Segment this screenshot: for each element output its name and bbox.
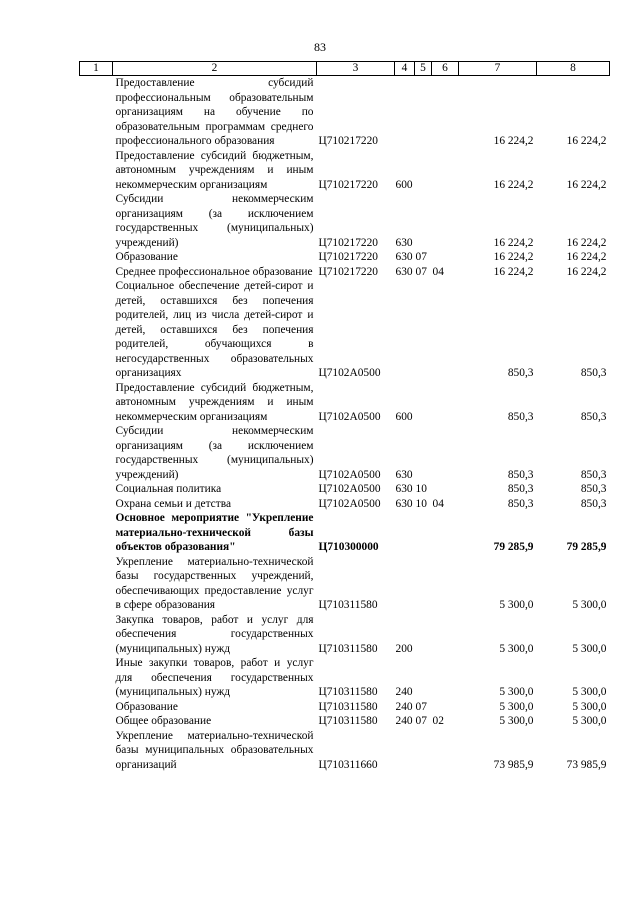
section-cell xyxy=(415,192,432,250)
table-row xyxy=(80,424,610,482)
table-row xyxy=(80,613,610,657)
expense-type-cell: 600 xyxy=(395,410,413,423)
column-header-4: 4 xyxy=(395,62,415,76)
column-header-6: 6 xyxy=(432,62,459,76)
subsection-cell xyxy=(432,381,459,425)
row-number-cell xyxy=(80,76,113,149)
target-code-cell: Ц710217220 xyxy=(318,178,378,191)
section-cell xyxy=(415,424,432,482)
item-name-cell: Социальное обеспечение детей-сирот и детей, оставшихся без попечения родителей, лиц из числа детей-сирот и детей, оставшихся без попечения родителей, обучающихся в негосударственных образовательных организациях xyxy=(115,280,314,379)
amount-col7-cell: 16 224,2 xyxy=(493,178,534,191)
section-cell xyxy=(415,76,432,149)
expense-type-cell xyxy=(395,729,415,773)
subsection-cell xyxy=(432,76,459,149)
section-cell: 07 xyxy=(415,700,427,713)
amount-col8-cell: 850,3 xyxy=(580,483,607,495)
amount-col7-cell: 5 300,0 xyxy=(499,599,534,611)
row-number-cell xyxy=(80,497,113,512)
amount-col8-cell: 16 224,2 xyxy=(566,178,607,191)
target-code-cell: Ц710311580 xyxy=(318,700,378,713)
amount-col7-cell: 79 285,9 xyxy=(493,541,534,553)
amount-col8-cell: 5 300,0 xyxy=(572,700,607,713)
target-code-cell: Ц7102А0500 xyxy=(318,410,381,423)
subsection-cell xyxy=(432,656,459,700)
item-name-cell: Социальная политика xyxy=(115,483,222,495)
page-number: 83 xyxy=(314,40,326,54)
expense-type-cell: 240 xyxy=(395,700,413,713)
table-body xyxy=(80,76,610,773)
expense-type-cell: 200 xyxy=(395,642,413,655)
table-row xyxy=(80,729,610,773)
amount-col8-cell: 73 985,9 xyxy=(566,758,607,771)
amount-col8-cell: 850,3 xyxy=(580,367,607,379)
section-cell: 07 xyxy=(415,265,427,278)
amount-col7-cell: 850,3 xyxy=(507,483,534,495)
item-name-cell: Субсидии некоммерческим организациям (за исключением государственных (муниципальных) учреждений) xyxy=(115,425,314,481)
expense-type-cell xyxy=(395,555,415,613)
amount-col7-cell: 850,3 xyxy=(507,367,534,379)
amount-col7-cell: 5 300,0 xyxy=(499,686,534,698)
row-number-cell xyxy=(80,192,113,250)
expense-type-cell: 630 xyxy=(395,265,413,278)
target-code-cell: Ц7102А0500 xyxy=(318,468,381,481)
item-name-cell: Предоставление субсидий профессиональным образовательным организациям на обучение по образовательным программам среднего профессионального образования xyxy=(115,77,314,147)
column-number-header-row xyxy=(80,62,610,76)
section-cell: 10 xyxy=(415,497,427,510)
subsection-cell xyxy=(432,729,459,773)
section-cell xyxy=(415,381,432,425)
amount-col7-cell: 5 300,0 xyxy=(499,700,534,713)
table-row xyxy=(80,149,610,193)
column-header-8: 8 xyxy=(537,62,610,76)
row-number-cell xyxy=(80,511,113,555)
target-code-cell: Ц7102А0500 xyxy=(318,483,381,495)
budget-table xyxy=(79,61,610,772)
column-header-5: 5 xyxy=(415,62,432,76)
amount-col7-cell: 850,3 xyxy=(507,497,534,510)
expense-type-cell: 240 xyxy=(395,715,413,727)
item-name-cell: Предоставление субсидий бюджетным, автономным учреждениям и иным некоммерческим организациям xyxy=(115,149,314,191)
subsection-cell xyxy=(432,250,459,265)
subsection-cell xyxy=(432,555,459,613)
section-cell: 07 xyxy=(415,715,427,727)
row-number-cell xyxy=(80,482,113,497)
expense-type-cell: 630 xyxy=(395,497,413,510)
table-row xyxy=(80,192,610,250)
target-code-cell: Ц710311580 xyxy=(318,715,378,727)
subsection-cell: 04 xyxy=(432,265,444,278)
target-code-cell: Ц710217220 xyxy=(318,251,378,263)
amount-col7-cell: 5 300,0 xyxy=(499,715,534,727)
target-code-cell: Ц7102А0500 xyxy=(318,497,381,510)
amount-col8-cell: 850,3 xyxy=(580,497,607,510)
subsection-cell: 04 xyxy=(432,497,444,510)
item-name-cell: Укрепление материально-технической базы государственных учреждений, обеспечивающих предоставление услуг в сфере образования xyxy=(115,555,314,611)
subsection-cell xyxy=(432,482,459,497)
table-row xyxy=(80,381,610,425)
row-number-cell xyxy=(80,424,113,482)
expense-type-cell: 630 xyxy=(395,483,413,495)
item-name-cell: Предоставление субсидий бюджетным, автономным учреждениям и иным некоммерческим организациям xyxy=(115,381,314,423)
row-number-cell xyxy=(80,381,113,425)
target-code-cell: Ц710311660 xyxy=(318,758,378,771)
table-row xyxy=(80,279,610,381)
expense-type-cell: 240 xyxy=(395,686,413,698)
amount-col8-cell: 16 224,2 xyxy=(566,251,607,263)
table-row xyxy=(80,250,610,265)
amount-col8-cell: 79 285,9 xyxy=(566,541,607,553)
section-cell xyxy=(415,149,432,193)
row-number-cell xyxy=(80,714,113,729)
target-code-cell: Ц710311580 xyxy=(318,642,378,655)
amount-col8-cell: 16 224,2 xyxy=(566,265,607,278)
target-code-cell: Ц710311580 xyxy=(318,686,378,698)
item-name-cell: Образование xyxy=(115,251,178,263)
section-cell: 07 xyxy=(415,251,427,263)
section-cell xyxy=(415,511,432,555)
amount-col8-cell: 5 300,0 xyxy=(572,642,607,655)
table-row xyxy=(80,714,610,729)
row-number-cell xyxy=(80,250,113,265)
row-number-cell xyxy=(80,700,113,715)
section-cell xyxy=(415,555,432,613)
expense-type-cell xyxy=(395,279,415,381)
expense-type-cell xyxy=(395,76,415,149)
amount-col8-cell: 850,3 xyxy=(580,410,607,423)
column-header-3: 3 xyxy=(317,62,395,76)
subsection-cell xyxy=(432,613,459,657)
item-name-cell: Среднее профессиональное образование xyxy=(115,265,313,278)
column-header-7: 7 xyxy=(459,62,537,76)
subsection-cell xyxy=(432,511,459,555)
table-row xyxy=(80,700,610,715)
item-name-cell: Субсидии некоммерческим организациям (за исключением государственных (муниципальных) учреждений) xyxy=(115,193,314,249)
column-header-1: 1 xyxy=(80,62,113,76)
item-name-cell: Укрепление материально-технической базы муниципальных образовательных организаций xyxy=(115,729,314,771)
subsection-cell xyxy=(432,424,459,482)
amount-col8-cell: 5 300,0 xyxy=(572,686,607,698)
row-number-cell xyxy=(80,555,113,613)
item-name-cell: Основное мероприятие "Укрепление материально-технической базы объектов образования" xyxy=(115,512,314,553)
section-cell xyxy=(415,279,432,381)
item-name-cell: Иные закупки товаров, работ и услуг для обеспечения государственных (муниципальных) нужд xyxy=(115,657,314,698)
expense-type-cell: 630 xyxy=(395,236,413,249)
amount-col8-cell: 5 300,0 xyxy=(572,715,607,727)
table-row xyxy=(80,76,610,149)
target-code-cell: Ц710217220 xyxy=(318,135,378,147)
table-row xyxy=(80,482,610,497)
subsection-cell xyxy=(432,149,459,193)
expense-type-cell: 600 xyxy=(395,178,413,191)
amount-col8-cell: 850,3 xyxy=(580,468,607,481)
target-code-cell: Ц710311580 xyxy=(318,599,378,611)
table-row xyxy=(80,265,610,280)
item-name-cell: Образование xyxy=(115,700,178,713)
target-code-cell: Ц7102А0500 xyxy=(318,367,381,379)
subsection-cell xyxy=(432,192,459,250)
amount-col7-cell: 16 224,2 xyxy=(493,251,534,263)
amount-col7-cell: 16 224,2 xyxy=(493,236,534,249)
column-header-2: 2 xyxy=(113,62,317,76)
amount-col7-cell: 16 224,2 xyxy=(493,265,534,278)
subsection-cell xyxy=(432,279,459,381)
item-name-cell: Закупка товаров, работ и услуг для обеспечения государственных (муниципальных) нужд xyxy=(115,613,314,655)
subsection-cell: 02 xyxy=(432,715,444,727)
target-code-cell: Ц710217220 xyxy=(318,236,378,249)
amount-col8-cell: 16 224,2 xyxy=(566,236,607,249)
target-code-cell: Ц710300000 xyxy=(318,541,379,553)
amount-col7-cell: 73 985,9 xyxy=(493,758,534,771)
amount-col8-cell: 16 224,2 xyxy=(566,135,607,147)
amount-col7-cell: 16 224,2 xyxy=(493,135,534,147)
row-number-cell xyxy=(80,279,113,381)
expense-type-cell: 630 xyxy=(395,468,413,481)
table-row xyxy=(80,656,610,700)
table-row xyxy=(80,497,610,512)
expense-type-cell: 630 xyxy=(395,251,413,263)
row-number-cell xyxy=(80,656,113,700)
section-cell xyxy=(415,656,432,700)
section-cell: 10 xyxy=(415,483,427,495)
amount-col7-cell: 850,3 xyxy=(507,410,534,423)
section-cell xyxy=(415,613,432,657)
row-number-cell xyxy=(80,265,113,280)
amount-col8-cell: 5 300,0 xyxy=(572,599,607,611)
section-cell xyxy=(415,729,432,773)
subsection-cell xyxy=(432,700,459,715)
row-number-cell xyxy=(80,729,113,773)
target-code-cell: Ц710217220 xyxy=(318,265,378,278)
item-name-cell: Общее образование xyxy=(115,715,212,727)
table-row xyxy=(80,555,610,613)
row-number-cell xyxy=(80,613,113,657)
expense-type-cell xyxy=(395,511,415,555)
item-name-cell: Охрана семьи и детства xyxy=(115,497,231,510)
table-row xyxy=(80,511,610,555)
amount-col7-cell: 5 300,0 xyxy=(499,642,534,655)
row-number-cell xyxy=(80,149,113,193)
amount-col7-cell: 850,3 xyxy=(507,468,534,481)
